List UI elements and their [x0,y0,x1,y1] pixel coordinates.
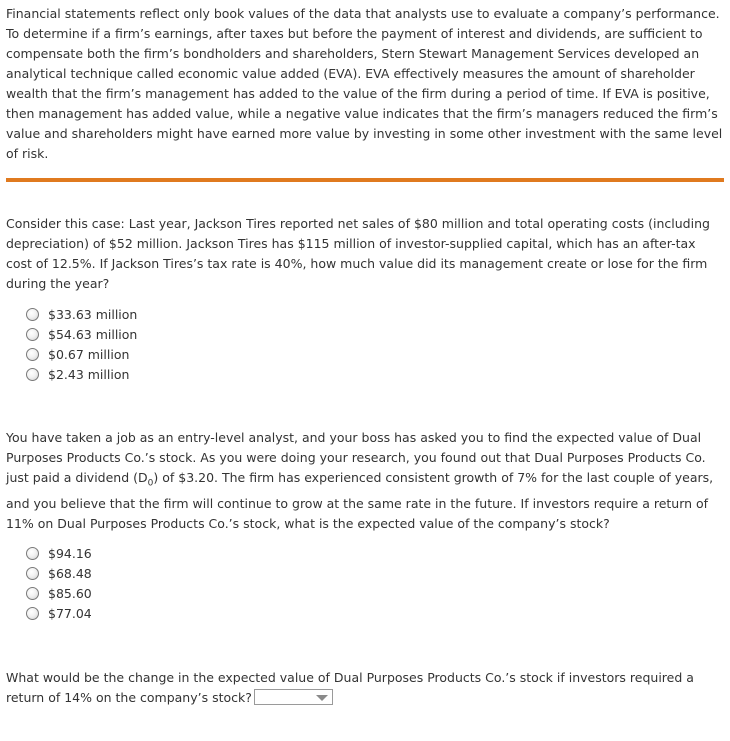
radio-button-icon[interactable] [26,348,39,361]
option-label: $0.67 million [48,346,130,362]
option-label: $54.63 million [48,326,138,342]
question-2-text [6,428,724,534]
question-2-text-before: You have taken a job as an entry-level analyst, and your boss has asked you to find the expected value of Dual Purposes Products Co.’s stock. As you were doing your research, you found out that Dual Purposes Products Co. just paid a dividend (D [6,430,706,485]
question-3-text [6,668,724,708]
dividend-subscript: 0 [147,478,154,489]
option-label: $85.60 [48,586,92,601]
radio-button-icon[interactable] [26,328,39,341]
option-label: $94.16 [48,546,92,561]
chevron-down-icon[interactable] [316,695,328,701]
section-divider [6,178,724,182]
question-1-option-2[interactable] [26,324,724,344]
radio-button-icon[interactable] [26,567,39,580]
question-2-option-3[interactable] [26,584,724,604]
question-1-option-4[interactable] [26,364,724,384]
question-1-option-3[interactable] [26,344,724,364]
question-3-prompt: What would be the change in the expected value of Dual Purposes Products Co.’s stock if investors required a return of 14% on the company’s stock? [6,669,694,705]
option-label: $68.48 [48,566,92,581]
question-2-option-1[interactable] [26,544,724,564]
radio-button-icon[interactable] [26,547,39,560]
radio-button-icon[interactable] [26,607,39,620]
question-2-option-2[interactable] [26,564,724,584]
question-2-text-after: ) of $3.20. The firm has experienced consistent growth of 7% for the last couple of years, and you believe that the firm will continue to grow at the same rate in the future. If investors require a return of 11% on Dual Purposes Products Co.’s stock, what is the expected value of the company’s stock? [6,470,714,531]
option-label: $2.43 million [48,366,130,382]
radio-button-icon[interactable] [26,368,39,381]
question-2-option-4[interactable] [26,604,724,624]
question-1-option-1[interactable] [26,304,724,324]
intro-paragraph: Financial statements reflect only book values of the data that analysts use to evaluate a company’s performance. To determine if a firm’s earnings, after taxes but before the payment of interest and dividends, are sufficient to compensate both the firm’s bondholders and shareholders, Stern Stewart Management Services developed an analytical technique called economic value added (EVA). EVA effectively measures the amount of shareholder wealth that the firm’s management has added to the value of the firm during a period of time. If EVA is positive, then management has added value, while a negative value indicates that the firm’s managers reduced the firm’s value and shareholders might have earned more value by investing in some other investment with the same level of risk. [6,6,723,161]
radio-button-icon[interactable] [26,308,39,321]
question-2-options [6,544,724,624]
radio-button-icon[interactable] [26,587,39,600]
question-1-options [6,304,724,384]
question-1-text: Consider this case: Last year, Jackson Tires reported net sales of $80 million and total operating costs (including depreciation) of $52 million. Jackson Tires has $115 million of investor-supplied capital, which has an after-tax cost of 12.5%. If Jackson Tires’s tax rate is 40%, how much value did its management create or lose for the firm during the year? [6,216,710,291]
option-label: $33.63 million [48,306,138,322]
answer-dropdown[interactable] [254,689,333,705]
option-label: $77.04 [48,606,92,621]
